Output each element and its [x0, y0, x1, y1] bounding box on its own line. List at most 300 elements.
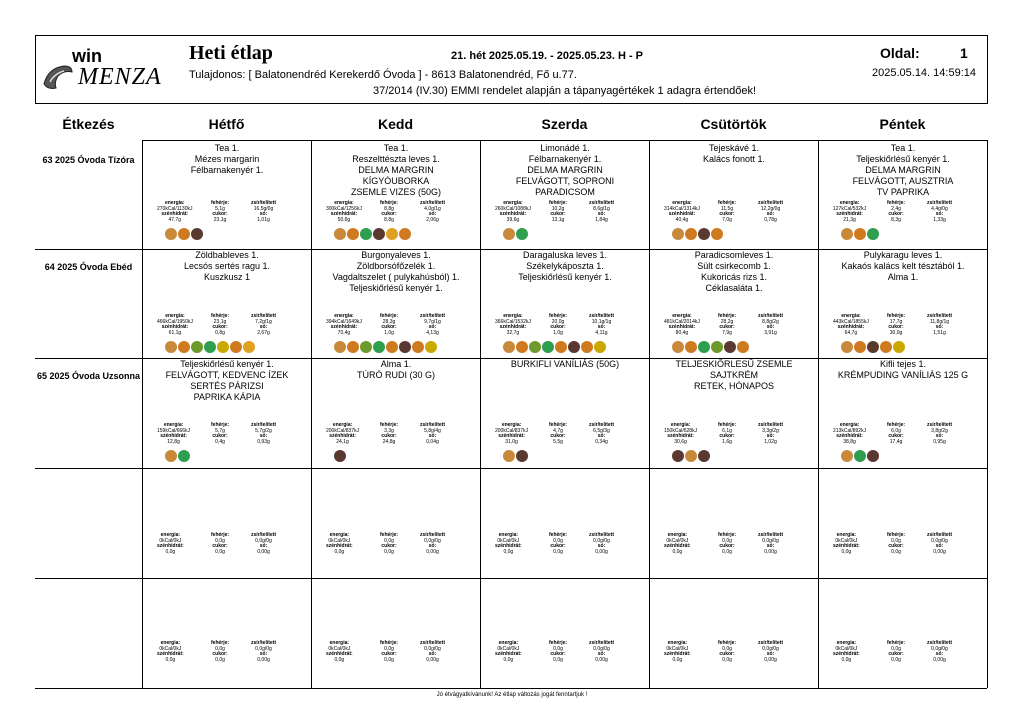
nutrient-value: 0,0g: [841, 548, 852, 555]
nutrient-label: só:: [597, 651, 606, 658]
nutrient-label: cukor:: [719, 433, 735, 440]
nutrient-value: 2,4g: [891, 205, 901, 212]
nutrient-label: só:: [597, 433, 606, 440]
other-allergen-icon: [555, 341, 567, 353]
other-allergen-icon: [581, 341, 593, 353]
nutrition-block: [312, 314, 480, 354]
nutrient-label: fehérje:: [549, 422, 568, 428]
nutrient-value: 270kCal/1130kJ: [157, 205, 193, 212]
nutrition-block: [650, 641, 818, 681]
nutrient-value: 28,3g: [382, 318, 396, 325]
nutrient-value: 1,0g: [384, 329, 394, 336]
nutrient-column: [251, 201, 276, 223]
nutrient-label: szénhidrát:: [499, 324, 527, 331]
dish-name: Zöldborsófőzelék 1.: [356, 261, 436, 271]
gluten-allergen-icon: [841, 450, 853, 462]
nutrient-value: 8,8g: [384, 216, 394, 223]
nutrient-label: só:: [597, 543, 606, 550]
nutrition-block: [312, 423, 480, 463]
other-allergen-icon: [880, 341, 892, 353]
other-allergen-icon: [178, 228, 190, 240]
nutrient-label: cukor:: [888, 651, 904, 658]
column-heading: Hétfő: [208, 116, 245, 132]
nutrient-value: 0kCal/0kJ: [835, 537, 858, 544]
nutrient-label: energia:: [503, 200, 523, 206]
nutrient-label: szénhidrát:: [664, 543, 691, 550]
nutrient-value: 0,0g/0g: [762, 645, 779, 652]
nutrient-value: 20,0g: [551, 318, 565, 325]
nutrient-column: [589, 641, 614, 663]
nutrient-column: [251, 314, 276, 336]
nutrient-column: [380, 314, 398, 336]
dish-name: Alma 1.: [887, 272, 919, 282]
nutrient-label: cukor:: [719, 211, 735, 218]
nutrient-value: 200kCal/837kJ: [495, 427, 529, 434]
nutrient-value: 0,0g: [722, 645, 732, 652]
gluten-allergen-icon: [841, 341, 853, 353]
nutrient-value: 466kCal/1950kJ: [157, 318, 193, 325]
dish-name: Zöldbableves 1.: [195, 250, 259, 260]
nutrient-label: cukor:: [550, 211, 566, 218]
nutrient-value: 0,0g: [215, 537, 225, 544]
nutrient-label: fehérje:: [718, 200, 737, 206]
nutrient-label: szénhidrát:: [498, 433, 525, 440]
egg-allergen-icon: [386, 228, 398, 240]
nutrient-value: 4,11g: [595, 329, 608, 336]
dish-name: Teljeskiőrlésű kenyér 1.: [349, 283, 443, 293]
nutrient-value: 0,0g: [841, 656, 852, 663]
other-allergen-icon: [386, 341, 398, 353]
nutrient-column: [420, 533, 445, 555]
nutrient-label: szénhidrát:: [161, 324, 189, 331]
dish-name: KÍGYÓUBORKA: [362, 176, 430, 186]
nutrient-label: szénhidrát:: [836, 211, 863, 218]
nutrient-value: 0,0g: [553, 645, 563, 652]
other-allergen-icon: [178, 341, 190, 353]
nutrient-value: 8,8g: [384, 205, 394, 212]
dish-name: Tea 1.: [890, 143, 916, 153]
nutrient-value: 16,5g/0g: [253, 205, 274, 212]
nutrient-value: 5,7g/2g: [255, 427, 272, 434]
nutrient-column: [589, 533, 614, 555]
nutrient-label: szénhidrát:: [664, 651, 691, 658]
nutrient-label: zsír/telített: [251, 640, 277, 646]
dish-name: Limonádé 1.: [540, 143, 590, 153]
dish-name: Vagdaltszelet ( pulykahúsból) 1.: [332, 272, 460, 282]
nutrient-column: [718, 314, 736, 336]
nutrient-value: 11,5g: [720, 205, 734, 212]
nutrient-label: energia:: [841, 313, 861, 319]
nutrient-value: 30,6g: [674, 438, 687, 445]
dish-name: BURKIFLI VANÍLIÁS (50G): [510, 359, 620, 369]
sulphite-allergen-icon: [698, 450, 710, 462]
gluten-allergen-icon: [165, 341, 177, 353]
nutrient-label: cukor:: [550, 651, 566, 658]
nutrient-value: 0,0g: [722, 548, 732, 555]
other-allergen-icon: [854, 228, 866, 240]
nutrient-label: cukor:: [719, 324, 735, 331]
nutrient-value: 0,00g: [933, 548, 946, 555]
dish-name: Pulykaragu leves 1.: [863, 250, 943, 260]
dish-name: SAJTKRÉM: [709, 370, 758, 380]
dish-name: Céklasaláta 1.: [705, 283, 763, 293]
nutrient-label: energia:: [667, 640, 688, 646]
sulphite-allergen-icon: [399, 341, 411, 353]
nutrient-value: 300kCal/1256kJ: [326, 205, 362, 212]
nutrient-value: 38,8g: [843, 438, 856, 445]
nutrient-column: [887, 533, 905, 555]
other-allergen-icon: [399, 228, 411, 240]
nutrient-value: 3,8g/2g: [931, 427, 948, 434]
nutrient-value: 39,6g: [506, 216, 520, 223]
nutrient-label: fehérje:: [380, 200, 399, 206]
nutrition-block: [819, 641, 987, 681]
nutrient-column: [211, 641, 229, 663]
dish-name: PARADICSOM: [535, 187, 595, 197]
mustard-allergen-icon: [425, 341, 437, 353]
nutrient-value: 70,4g: [337, 329, 351, 336]
nutrient-label: energia:: [498, 532, 519, 538]
nutrient-label: zsír/telített: [420, 422, 446, 428]
dish-name: Teljeskiőrlésű kenyér 1.: [518, 272, 612, 282]
milk-allergen-icon: [698, 341, 710, 353]
nutrient-value: 0,0g/0g: [593, 537, 610, 544]
dish-name: Paradicsomleves 1.: [694, 250, 774, 260]
nutrient-label: fehérje:: [380, 313, 399, 319]
nutrient-label: cukor:: [888, 433, 904, 440]
nutrient-value: 127kCal/532kJ: [833, 205, 867, 212]
nutrient-value: 0,0g: [722, 656, 732, 663]
milk-allergen-icon: [360, 228, 372, 240]
nutrient-label: energia:: [836, 532, 857, 538]
nutrient-value: 0kCal/0kJ: [835, 645, 858, 652]
nutrient-value: 0,00g: [764, 656, 777, 663]
nutrient-label: só:: [259, 433, 268, 440]
nutrient-value: 0,0g/0g: [424, 537, 441, 544]
nutrient-label: szénhidrát:: [668, 324, 696, 331]
nutrient-value: 0kCal/0kJ: [497, 645, 520, 652]
nutrient-value: 64,7g: [844, 329, 858, 336]
nutrient-label: zsír/telített: [758, 422, 784, 428]
nutrient-column: [251, 423, 276, 445]
nutrient-column: [549, 533, 567, 555]
celery-allergen-icon: [529, 341, 541, 353]
sulphite-allergen-icon: [568, 341, 580, 353]
nutrient-label: cukor:: [719, 651, 735, 658]
nutrient-column: [718, 423, 736, 445]
nutrition-block: [481, 314, 649, 354]
nutrient-value: 24,8g: [382, 438, 396, 445]
nutrient-label: cukor:: [888, 324, 904, 331]
nutrient-value: 0,00g: [764, 548, 777, 555]
dish-name: Mézes margarin: [194, 154, 260, 164]
allergen-icons: [165, 450, 190, 462]
gluten-allergen-icon: [165, 450, 177, 462]
nutrient-value: 0,00g: [595, 656, 608, 663]
allergen-icons: [672, 341, 749, 353]
menu-header: [35, 35, 988, 104]
dish-name: FELVÁGOTT, KEDVENC ÍZEK: [165, 370, 289, 380]
nutrient-value: 0,0g/0g: [762, 537, 779, 544]
week-range: 21. hét 2025.05.19. - 2025.05.23. H - P: [451, 50, 644, 62]
nutrient-label: szénhidrát:: [499, 211, 527, 218]
nutrient-value: 0,0g: [503, 548, 514, 555]
allergen-icons: [334, 450, 346, 462]
nutrient-value: 8,8g/2g: [762, 318, 779, 325]
nutrient-label: fehérje:: [887, 532, 906, 538]
column-heading: Kedd: [378, 116, 413, 132]
nutrient-label: fehérje:: [380, 640, 399, 646]
nutrient-label: szénhidrát:: [326, 543, 353, 550]
nutrient-value: 0,0g: [384, 656, 394, 663]
nutrient-value: 0,0g/0g: [255, 537, 272, 544]
nutrient-label: fehérje:: [211, 200, 230, 206]
nutrient-column: [927, 533, 952, 555]
gluten-allergen-icon: [841, 228, 853, 240]
nutrient-label: fehérje:: [549, 640, 568, 646]
nutrient-value: 0,0g: [384, 645, 394, 652]
nutrient-label: cukor:: [212, 651, 228, 658]
nutrient-column: [718, 201, 736, 223]
nutrient-column: [211, 533, 229, 555]
nutrient-column: [758, 533, 783, 555]
nutrient-value: 0,0g: [891, 548, 901, 555]
other-allergen-icon: [230, 341, 242, 353]
nutrient-value: 1,01g: [257, 216, 270, 223]
gluten-allergen-icon: [685, 450, 697, 462]
nutrient-value: 0,0g: [672, 548, 683, 555]
nutrient-value: 0,0g/0g: [593, 645, 610, 652]
celery-allergen-icon: [360, 341, 372, 353]
gluten-allergen-icon: [503, 228, 515, 240]
nutrient-value: 80,4g: [675, 329, 689, 336]
nutrient-value: 0,8g: [215, 329, 225, 336]
nutrient-column: [927, 314, 952, 336]
nutrient-label: energia:: [332, 422, 353, 428]
meal-row-label: 63 2025 Óvoda Tízóra: [42, 155, 135, 165]
nutrient-value: 5,8g/4g: [424, 427, 441, 434]
dish-name: Kuszkusz 1: [203, 272, 251, 282]
nutrition-block: [143, 641, 311, 681]
nutrition-block: [143, 533, 311, 573]
nutrient-label: zsír/telített: [420, 313, 446, 319]
nutrient-label: szénhidrát:: [833, 651, 860, 658]
other-allergen-icon: [347, 341, 359, 353]
nutrient-column: [326, 201, 362, 223]
nutrient-label: zsír/telített: [589, 313, 615, 319]
nutrient-column: [420, 201, 445, 223]
nutrient-value: 31,0g: [505, 438, 518, 445]
gluten-allergen-icon: [503, 450, 515, 462]
nutrient-label: só:: [935, 543, 944, 550]
nutrient-column: [887, 314, 905, 336]
allergen-icons: [841, 228, 879, 240]
nutrient-value: 7,0g: [722, 216, 732, 223]
nutrient-label: fehérje:: [549, 532, 568, 538]
sulphite-allergen-icon: [672, 450, 684, 462]
nutrient-label: cukor:: [888, 211, 904, 218]
nutrient-label: só:: [597, 211, 606, 218]
nutrient-label: zsír/telített: [589, 532, 615, 538]
nutrient-column: [157, 314, 193, 336]
dish-list: [143, 359, 311, 403]
nutrient-value: 47,7g: [168, 216, 181, 223]
nutrient-label: cukor:: [550, 433, 566, 440]
dish-name: Kalács fonott 1.: [702, 154, 766, 164]
dish-list: [650, 250, 818, 294]
nutrient-column: [549, 201, 567, 223]
celery-allergen-icon: [191, 341, 203, 353]
dish-name: Tea 1.: [214, 143, 240, 153]
column-heading: Péntek: [879, 116, 926, 132]
nutrient-label: zsír/telített: [251, 532, 277, 538]
nutrient-value: 0,0g/0g: [255, 645, 272, 652]
dish-list: [819, 143, 987, 198]
nutrient-label: só:: [766, 543, 775, 550]
nutrient-value: 0,34g: [595, 438, 608, 445]
nutrient-column: [833, 201, 866, 223]
dish-name: TV PAPRIKA: [876, 187, 930, 197]
nutrient-column: [211, 423, 229, 445]
nutrient-value: 0,0g: [384, 537, 394, 544]
nutrition-block: [650, 423, 818, 463]
nutrient-label: zsír/telített: [420, 640, 446, 646]
nutrient-value: 0,0g/0g: [931, 645, 948, 652]
dish-list: [481, 359, 649, 370]
nutrient-column: [758, 641, 783, 663]
nutrition-block: [143, 201, 311, 241]
nutrient-value: 4,0g/1g: [424, 205, 441, 212]
milk-allergen-icon: [373, 341, 385, 353]
allergen-icons: [672, 228, 723, 240]
nutrient-label: cukor:: [550, 543, 566, 550]
allergen-icons: [672, 450, 710, 462]
nutrient-label: só:: [259, 324, 268, 331]
nutrient-label: só:: [766, 433, 775, 440]
nutrient-value: 8,6g/1g: [593, 205, 610, 212]
nutrient-label: fehérje:: [549, 313, 568, 319]
page-number: 1: [960, 45, 968, 61]
nutrient-label: cukor:: [550, 324, 566, 331]
dish-name: TELJESKIŐRLESŰ ZSEMLE: [675, 359, 793, 369]
nutrient-value: 0,0g: [334, 656, 345, 663]
nutrient-value: 4,7g: [553, 427, 563, 434]
nutrient-value: 0,0g/0g: [931, 537, 948, 544]
nutrient-label: zsír/telített: [251, 422, 277, 428]
nutrient-value: 40,4g: [675, 216, 689, 223]
nutrient-label: szénhidrát:: [837, 324, 865, 331]
sulphite-allergen-icon: [867, 341, 879, 353]
dish-list: [312, 143, 480, 198]
nutrient-label: fehérje:: [718, 422, 737, 428]
nutrient-column: [157, 201, 193, 223]
nutrient-value: 0,0g: [215, 645, 225, 652]
nutrient-value: 0,0g: [334, 548, 345, 555]
other-allergen-icon: [685, 341, 697, 353]
gluten-allergen-icon: [672, 228, 684, 240]
nutrient-value: 0,00g: [257, 656, 270, 663]
nutrient-label: só:: [259, 543, 268, 550]
nutrient-label: szénhidrát:: [326, 651, 353, 658]
milk-allergen-icon: [204, 341, 216, 353]
nutrient-value: 5,1g: [215, 205, 225, 212]
dish-name: Tejeskávé 1.: [708, 143, 760, 153]
nutrient-label: szénhidrát:: [667, 433, 694, 440]
nutrient-value: 366kCal/1532kJ: [495, 318, 531, 325]
dish-name: Félbarnakenyér 1.: [528, 154, 602, 164]
owner-line: Tulajdonos: [ Balatonendréd Kerekerdő Óvoda ] - 8613 Balatonendréd, Fő u.77.: [189, 69, 577, 81]
nutrient-value: 0,95g: [933, 438, 946, 445]
nutrient-column: [495, 641, 522, 663]
milk-allergen-icon: [178, 450, 190, 462]
nutrient-label: fehérje:: [211, 640, 230, 646]
dish-list: [819, 250, 987, 283]
nutrient-label: só:: [935, 433, 944, 440]
nutrient-value: 0,0g: [553, 548, 563, 555]
nutrient-label: energia:: [165, 313, 185, 319]
other-allergen-icon: [711, 228, 723, 240]
allergen-icons: [165, 228, 203, 240]
nutrient-label: só:: [935, 324, 944, 331]
nutrient-value: 50,6g: [337, 216, 351, 223]
nutrient-label: só:: [935, 211, 944, 218]
nutrient-label: szénhidrát:: [833, 543, 860, 550]
nutrient-value: 4,13g: [426, 329, 439, 336]
nutrient-value: 0,0g: [553, 537, 563, 544]
nutrient-label: cukor:: [212, 211, 228, 218]
nutrient-column: [718, 641, 736, 663]
nutrient-label: só:: [259, 211, 268, 218]
nutrition-block: [143, 314, 311, 354]
nutrient-value: 17,4g: [889, 438, 903, 445]
dish-name: TÚRÓ RUDI (30 G): [356, 370, 435, 380]
column-heading: Étkezés: [62, 116, 115, 132]
nutrient-value: 2,06g: [426, 216, 439, 223]
nutrient-value: 10,1g/1g: [591, 318, 612, 325]
nutrient-column: [718, 533, 736, 555]
nutrient-column: [589, 423, 614, 445]
nutrient-label: energia:: [839, 422, 860, 428]
nutrient-value: 7,2g/1g: [255, 318, 272, 325]
nutrient-value: 0,93g: [257, 438, 270, 445]
regulation-note: 37/2014 (IV.30) EMMI rendelet alapján a tápanyagértékek 1 adagra értendőek!: [373, 85, 757, 97]
nutrient-label: fehérje:: [887, 313, 906, 319]
nutrient-label: só:: [428, 433, 437, 440]
nutrient-column: [380, 533, 398, 555]
nutrient-label: só:: [428, 211, 437, 218]
meal-row-label: 64 2025 Óvoda Ebéd: [44, 262, 133, 272]
nutrient-value: 0kCal/0kJ: [666, 537, 689, 544]
nutrient-label: fehérje:: [718, 532, 737, 538]
dish-name: ZSEMLE VIZES (50G): [350, 187, 442, 197]
grid-line: [35, 578, 987, 579]
nutrient-label: fehérje:: [380, 532, 399, 538]
nutrient-column: [380, 641, 398, 663]
nutrient-label: energia:: [334, 200, 354, 206]
nutrient-value: 9,7g/1g: [424, 318, 441, 325]
nutrient-label: szénhidrát:: [329, 433, 356, 440]
nutrient-column: [589, 314, 614, 336]
nutrient-value: 1,51g: [933, 329, 946, 336]
nutrient-label: zsír/telített: [758, 640, 784, 646]
nutrition-block: [481, 641, 649, 681]
nutrient-label: energia:: [839, 200, 860, 206]
nutrient-label: zsír/telített: [758, 313, 784, 319]
dish-list: [143, 250, 311, 283]
dish-name: SERTÉS PÁRIZSI: [190, 381, 264, 391]
nutrient-column: [211, 201, 229, 223]
mustard-allergen-icon: [893, 341, 905, 353]
